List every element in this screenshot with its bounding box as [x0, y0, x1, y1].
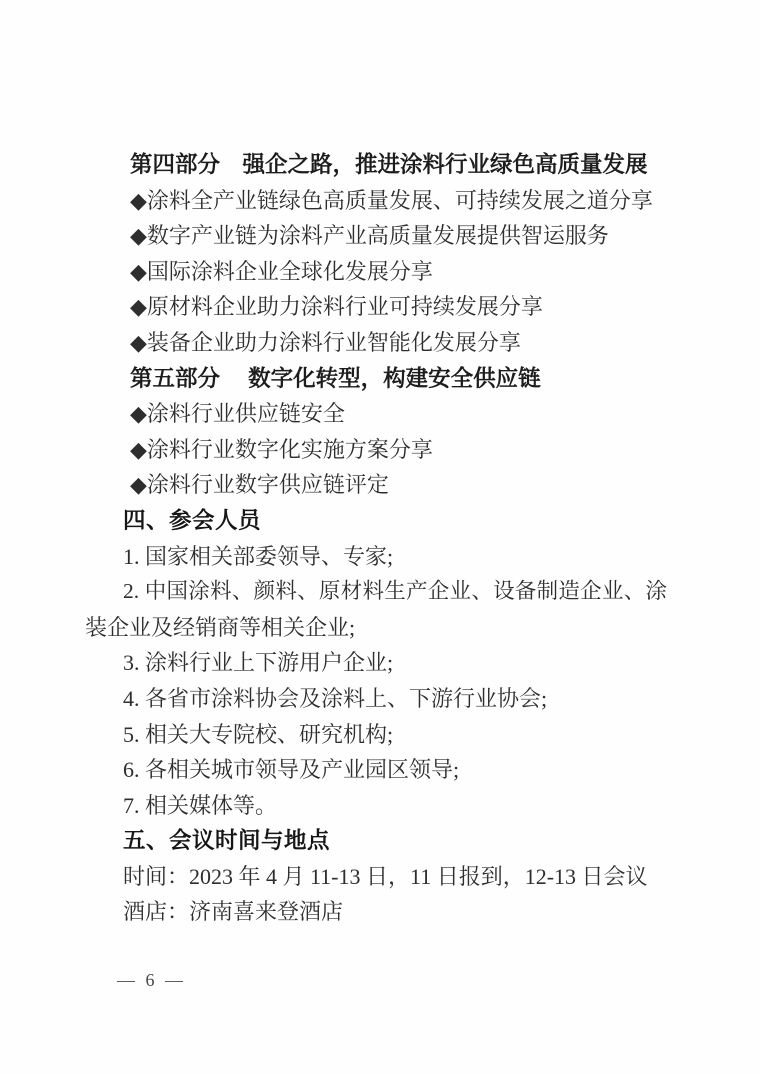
bullet-item: ◆数字产业链为涂料产业高质量发展提供智运服务 [130, 223, 609, 249]
numbered-item: 4. 各省市涂料协会及涂料上、下游行业协会; [123, 685, 548, 711]
numbered-item: 3. 涂料行业上下游用户企业; [123, 650, 394, 676]
part-heading-4: 第四部分 强企之路，推进涂料行业绿色高质量发展 [130, 152, 648, 177]
numbered-item: 6. 各相关城市领导及产业园区领导; [123, 757, 460, 783]
bullet-item: ◆涂料行业数字供应链评定 [130, 472, 389, 498]
numbered-item: 1. 国家相关部委领导、专家; [123, 543, 394, 569]
bullet-item: ◆涂料行业供应链安全 [130, 401, 345, 427]
numbered-item: 5. 相关大专院校、研究机构; [123, 721, 394, 747]
section-heading-time-place: 五、会议时间与地点 [123, 828, 331, 854]
part-heading-5: 第五部分 数字化转型，构建安全供应链 [130, 365, 541, 391]
bullet-item: ◆装备企业助力涂料行业智能化发展分享 [130, 329, 521, 355]
numbered-item: 7. 相关媒体等。 [123, 792, 278, 818]
numbered-item-continuation: 装企业及经销商等相关企业; [85, 614, 356, 640]
document-body [85, 147, 667, 930]
bullet-item: ◆涂料全产业链绿色高质量发展、可持续发展之道分享 [130, 187, 653, 213]
numbered-item: 2. 中国涂料、颜料、原材料生产企业、设备制造企业、涂 [123, 579, 667, 604]
section-heading-participants: 四、参会人员 [123, 507, 262, 533]
meeting-time-line: 时间：2023 年 4 月 11-13 日，11 日报到，12-13 日会议 [123, 863, 648, 889]
bullet-item: ◆国际涂料企业全球化发展分享 [130, 258, 433, 284]
page-number: — 6 — [117, 970, 186, 990]
bullet-item: ◆涂料行业数字化实施方案分享 [130, 436, 433, 462]
meeting-hotel-line: 酒店：济南喜来登酒店 [123, 899, 344, 925]
bullet-item: ◆原材料企业助力涂料行业可持续发展分享 [130, 294, 543, 320]
